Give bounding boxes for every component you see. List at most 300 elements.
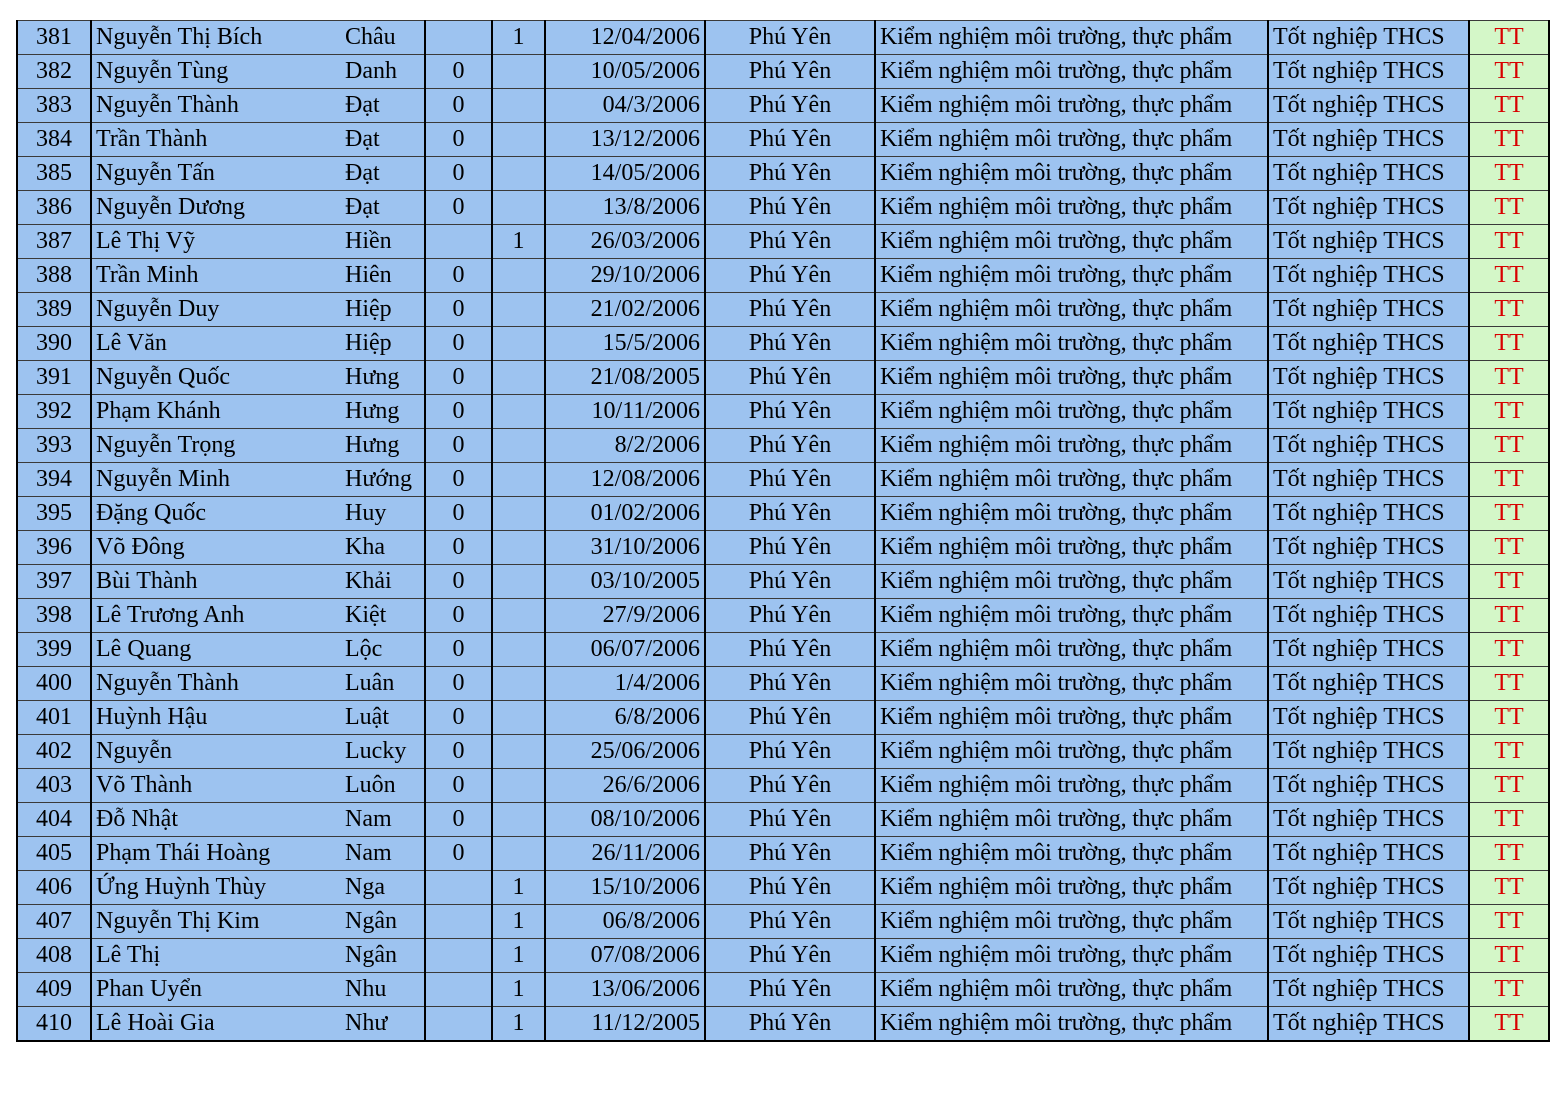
status-cell: TT [1469,463,1549,497]
surname-cell: Nguyễn Dương [91,191,341,225]
major-cell: Kiểm nghiệm môi trường, thực phẩm [875,565,1268,599]
male-cell: 0 [425,123,492,157]
surname-cell: Bùi Thành [91,565,341,599]
male-cell: 0 [425,259,492,293]
given-name-cell: Kha [341,531,425,565]
status-cell: TT [1469,667,1549,701]
female-cell [492,837,545,871]
given-name-cell: Hiên [341,259,425,293]
table-row [17,55,1549,89]
birth-place-cell: Phú Yên [705,973,875,1007]
given-name-cell: Danh [341,55,425,89]
female-cell [492,191,545,225]
given-name-cell: Ngân [341,905,425,939]
table-row [17,429,1549,463]
birth-date-cell: 13/12/2006 [545,123,705,157]
male-cell: 0 [425,157,492,191]
male-cell: 0 [425,361,492,395]
birth-date-cell: 29/10/2006 [545,259,705,293]
surname-cell: Phan Uyển [91,973,341,1007]
birth-date-cell: 14/05/2006 [545,157,705,191]
table-row [17,191,1549,225]
table-row [17,735,1549,769]
surname-cell: Lê Thị [91,939,341,973]
female-cell [492,531,545,565]
female-cell [492,633,545,667]
major-cell: Kiểm nghiệm môi trường, thực phẩm [875,225,1268,259]
major-cell: Kiểm nghiệm môi trường, thực phẩm [875,463,1268,497]
male-cell: 0 [425,667,492,701]
education-level-cell: Tốt nghiệp THCS [1268,395,1469,429]
given-name-cell: Hưng [341,429,425,463]
surname-cell: Lê Trương Anh [91,599,341,633]
status-cell: TT [1469,497,1549,531]
education-level-cell: Tốt nghiệp THCS [1268,735,1469,769]
birth-place-cell: Phú Yên [705,565,875,599]
education-level-cell: Tốt nghiệp THCS [1268,803,1469,837]
table-row [17,667,1549,701]
status-cell: TT [1469,599,1549,633]
female-cell [492,55,545,89]
given-name-cell: Hưng [341,361,425,395]
student-list-table [16,20,1550,1042]
status-cell: TT [1469,871,1549,905]
birth-place-cell: Phú Yên [705,871,875,905]
male-cell: 0 [425,55,492,89]
row-number-cell: 395 [17,497,91,531]
row-number-cell: 410 [17,1007,91,1042]
education-level-cell: Tốt nghiệp THCS [1268,361,1469,395]
female-cell [492,497,545,531]
birth-place-cell: Phú Yên [705,327,875,361]
given-name-cell: Luân [341,667,425,701]
row-number-cell: 387 [17,225,91,259]
table-row [17,1007,1549,1042]
major-cell: Kiểm nghiệm môi trường, thực phẩm [875,89,1268,123]
birth-date-cell: 15/10/2006 [545,871,705,905]
male-cell: 0 [425,395,492,429]
surname-cell: Lê Quang [91,633,341,667]
education-level-cell: Tốt nghiệp THCS [1268,463,1469,497]
birth-date-cell: 26/03/2006 [545,225,705,259]
male-cell: 0 [425,701,492,735]
row-number-cell: 388 [17,259,91,293]
education-level-cell: Tốt nghiệp THCS [1268,55,1469,89]
row-number-cell: 406 [17,871,91,905]
table-row [17,89,1549,123]
education-level-cell: Tốt nghiệp THCS [1268,497,1469,531]
table-row [17,463,1549,497]
male-cell [425,21,492,55]
surname-cell: Lê Hoài Gia [91,1007,341,1042]
given-name-cell: Lucky [341,735,425,769]
given-name-cell: Nga [341,871,425,905]
birth-place-cell: Phú Yên [705,89,875,123]
education-level-cell: Tốt nghiệp THCS [1268,225,1469,259]
table-row [17,701,1549,735]
birth-date-cell: 07/08/2006 [545,939,705,973]
birth-place-cell: Phú Yên [705,157,875,191]
surname-cell: Nguyễn Tấn [91,157,341,191]
major-cell: Kiểm nghiệm môi trường, thực phẩm [875,429,1268,463]
birth-date-cell: 10/11/2006 [545,395,705,429]
birth-date-cell: 26/11/2006 [545,837,705,871]
major-cell: Kiểm nghiệm môi trường, thực phẩm [875,123,1268,157]
table-row [17,157,1549,191]
female-cell [492,395,545,429]
row-number-cell: 384 [17,123,91,157]
birth-place-cell: Phú Yên [705,633,875,667]
row-number-cell: 389 [17,293,91,327]
male-cell [425,905,492,939]
birth-date-cell: 31/10/2006 [545,531,705,565]
female-cell [492,701,545,735]
row-number-cell: 382 [17,55,91,89]
surname-cell: Nguyễn Thị Bích [91,21,341,55]
given-name-cell: Kiệt [341,599,425,633]
male-cell: 0 [425,89,492,123]
status-cell: TT [1469,1007,1549,1042]
row-number-cell: 403 [17,769,91,803]
major-cell: Kiểm nghiệm môi trường, thực phẩm [875,871,1268,905]
row-number-cell: 390 [17,327,91,361]
education-level-cell: Tốt nghiệp THCS [1268,531,1469,565]
given-name-cell: Đạt [341,191,425,225]
surname-cell: Nguyễn Minh [91,463,341,497]
table-row [17,769,1549,803]
birth-place-cell: Phú Yên [705,293,875,327]
row-number-cell: 386 [17,191,91,225]
education-level-cell: Tốt nghiệp THCS [1268,327,1469,361]
female-cell: 1 [492,939,545,973]
surname-cell: Võ Đông [91,531,341,565]
female-cell [492,599,545,633]
male-cell [425,939,492,973]
male-cell: 0 [425,293,492,327]
status-cell: TT [1469,429,1549,463]
birth-date-cell: 21/02/2006 [545,293,705,327]
status-cell: TT [1469,565,1549,599]
male-cell: 0 [425,429,492,463]
major-cell: Kiểm nghiệm môi trường, thực phẩm [875,361,1268,395]
status-cell: TT [1469,259,1549,293]
surname-cell: Nguyễn Trọng [91,429,341,463]
status-cell: TT [1469,973,1549,1007]
row-number-cell: 392 [17,395,91,429]
birth-date-cell: 8/2/2006 [545,429,705,463]
male-cell: 0 [425,497,492,531]
major-cell: Kiểm nghiệm môi trường, thực phẩm [875,259,1268,293]
birth-date-cell: 21/08/2005 [545,361,705,395]
education-level-cell: Tốt nghiệp THCS [1268,1007,1469,1042]
birth-place-cell: Phú Yên [705,939,875,973]
status-cell: TT [1469,803,1549,837]
birth-date-cell: 08/10/2006 [545,803,705,837]
major-cell: Kiểm nghiệm môi trường, thực phẩm [875,1007,1268,1042]
given-name-cell: Đạt [341,157,425,191]
education-level-cell: Tốt nghiệp THCS [1268,21,1469,55]
birth-place-cell: Phú Yên [705,701,875,735]
female-cell [492,463,545,497]
surname-cell: Nguyễn [91,735,341,769]
education-level-cell: Tốt nghiệp THCS [1268,429,1469,463]
status-cell: TT [1469,293,1549,327]
birth-place-cell: Phú Yên [705,259,875,293]
birth-date-cell: 12/04/2006 [545,21,705,55]
birth-date-cell: 26/6/2006 [545,769,705,803]
female-cell [492,803,545,837]
birth-place-cell: Phú Yên [705,225,875,259]
status-cell: TT [1469,701,1549,735]
given-name-cell: Lộc [341,633,425,667]
surname-cell: Đỗ Nhật [91,803,341,837]
birth-date-cell: 06/07/2006 [545,633,705,667]
table-row [17,531,1549,565]
birth-place-cell: Phú Yên [705,905,875,939]
birth-date-cell: 10/05/2006 [545,55,705,89]
birth-place-cell: Phú Yên [705,803,875,837]
birth-date-cell: 15/5/2006 [545,327,705,361]
status-cell: TT [1469,157,1549,191]
table-row [17,395,1549,429]
table-row [17,293,1549,327]
major-cell: Kiểm nghiệm môi trường, thực phẩm [875,191,1268,225]
given-name-cell: Như [341,1007,425,1042]
female-cell [492,89,545,123]
female-cell [492,327,545,361]
birth-date-cell: 12/08/2006 [545,463,705,497]
education-level-cell: Tốt nghiệp THCS [1268,701,1469,735]
status-cell: TT [1469,395,1549,429]
education-level-cell: Tốt nghiệp THCS [1268,769,1469,803]
table-row [17,497,1549,531]
major-cell: Kiểm nghiệm môi trường, thực phẩm [875,769,1268,803]
male-cell: 0 [425,769,492,803]
row-number-cell: 400 [17,667,91,701]
female-cell: 1 [492,21,545,55]
male-cell: 0 [425,531,492,565]
education-level-cell: Tốt nghiệp THCS [1268,973,1469,1007]
birth-date-cell: 13/06/2006 [545,973,705,1007]
status-cell: TT [1469,21,1549,55]
table-row [17,565,1549,599]
surname-cell: Lê Văn [91,327,341,361]
male-cell: 0 [425,599,492,633]
education-level-cell: Tốt nghiệp THCS [1268,667,1469,701]
status-cell: TT [1469,939,1549,973]
male-cell: 0 [425,803,492,837]
status-cell: TT [1469,191,1549,225]
surname-cell: Đặng Quốc [91,497,341,531]
given-name-cell: Nam [341,803,425,837]
education-level-cell: Tốt nghiệp THCS [1268,939,1469,973]
male-cell: 0 [425,327,492,361]
row-number-cell: 383 [17,89,91,123]
given-name-cell: Hiệp [341,327,425,361]
education-level-cell: Tốt nghiệp THCS [1268,633,1469,667]
surname-cell: Trần Thành [91,123,341,157]
given-name-cell: Nhu [341,973,425,1007]
female-cell [492,735,545,769]
table-row [17,361,1549,395]
female-cell: 1 [492,973,545,1007]
given-name-cell: Nam [341,837,425,871]
given-name-cell: Đạt [341,123,425,157]
female-cell [492,667,545,701]
education-level-cell: Tốt nghiệp THCS [1268,259,1469,293]
birth-place-cell: Phú Yên [705,361,875,395]
table-row [17,327,1549,361]
table-row [17,123,1549,157]
birth-date-cell: 01/02/2006 [545,497,705,531]
row-number-cell: 396 [17,531,91,565]
given-name-cell: Đạt [341,89,425,123]
education-level-cell: Tốt nghiệp THCS [1268,905,1469,939]
given-name-cell: Luật [341,701,425,735]
male-cell [425,225,492,259]
row-number-cell: 404 [17,803,91,837]
major-cell: Kiểm nghiệm môi trường, thực phẩm [875,55,1268,89]
row-number-cell: 381 [17,21,91,55]
birth-place-cell: Phú Yên [705,21,875,55]
male-cell: 0 [425,565,492,599]
female-cell: 1 [492,1007,545,1042]
birth-place-cell: Phú Yên [705,429,875,463]
major-cell: Kiểm nghiệm môi trường, thực phẩm [875,395,1268,429]
education-level-cell: Tốt nghiệp THCS [1268,293,1469,327]
given-name-cell: Hướng [341,463,425,497]
table-row [17,21,1549,55]
row-number-cell: 402 [17,735,91,769]
education-level-cell: Tốt nghiệp THCS [1268,837,1469,871]
birth-place-cell: Phú Yên [705,497,875,531]
major-cell: Kiểm nghiệm môi trường, thực phẩm [875,973,1268,1007]
given-name-cell: Châu [341,21,425,55]
row-number-cell: 394 [17,463,91,497]
table-row [17,871,1549,905]
major-cell: Kiểm nghiệm môi trường, thực phẩm [875,599,1268,633]
status-cell: TT [1469,123,1549,157]
female-cell [492,361,545,395]
birth-place-cell: Phú Yên [705,599,875,633]
table-row [17,259,1549,293]
surname-cell: Trần Minh [91,259,341,293]
birth-place-cell: Phú Yên [705,837,875,871]
female-cell [492,429,545,463]
birth-date-cell: 04/3/2006 [545,89,705,123]
birth-place-cell: Phú Yên [705,531,875,565]
surname-cell: Nguyễn Duy [91,293,341,327]
row-number-cell: 408 [17,939,91,973]
given-name-cell: Hiệp [341,293,425,327]
female-cell: 1 [492,905,545,939]
education-level-cell: Tốt nghiệp THCS [1268,191,1469,225]
status-cell: TT [1469,769,1549,803]
male-cell [425,871,492,905]
table-body [17,21,1549,1042]
row-number-cell: 405 [17,837,91,871]
male-cell [425,1007,492,1042]
major-cell: Kiểm nghiệm môi trường, thực phẩm [875,531,1268,565]
major-cell: Kiểm nghiệm môi trường, thực phẩm [875,293,1268,327]
birth-place-cell: Phú Yên [705,191,875,225]
female-cell [492,157,545,191]
birth-date-cell: 06/8/2006 [545,905,705,939]
female-cell [492,259,545,293]
table-row [17,939,1549,973]
birth-date-cell: 27/9/2006 [545,599,705,633]
major-cell: Kiểm nghiệm môi trường, thực phẩm [875,837,1268,871]
major-cell: Kiểm nghiệm môi trường, thực phẩm [875,701,1268,735]
education-level-cell: Tốt nghiệp THCS [1268,89,1469,123]
status-cell: TT [1469,327,1549,361]
row-number-cell: 401 [17,701,91,735]
row-number-cell: 407 [17,905,91,939]
female-cell: 1 [492,871,545,905]
birth-place-cell: Phú Yên [705,123,875,157]
major-cell: Kiểm nghiệm môi trường, thực phẩm [875,633,1268,667]
education-level-cell: Tốt nghiệp THCS [1268,123,1469,157]
major-cell: Kiểm nghiệm môi trường, thực phẩm [875,497,1268,531]
male-cell: 0 [425,633,492,667]
female-cell [492,293,545,327]
given-name-cell: Khải [341,565,425,599]
male-cell: 0 [425,463,492,497]
birth-date-cell: 25/06/2006 [545,735,705,769]
major-cell: Kiểm nghiệm môi trường, thực phẩm [875,735,1268,769]
surname-cell: Huỳnh Hậu [91,701,341,735]
birth-place-cell: Phú Yên [705,667,875,701]
male-cell: 0 [425,191,492,225]
female-cell [492,123,545,157]
row-number-cell: 385 [17,157,91,191]
female-cell [492,565,545,599]
birth-place-cell: Phú Yên [705,395,875,429]
table-row [17,599,1549,633]
status-cell: TT [1469,837,1549,871]
major-cell: Kiểm nghiệm môi trường, thực phẩm [875,667,1268,701]
birth-date-cell: 13/8/2006 [545,191,705,225]
surname-cell: Nguyễn Thành [91,667,341,701]
table-row [17,225,1549,259]
major-cell: Kiểm nghiệm môi trường, thực phẩm [875,21,1268,55]
status-cell: TT [1469,735,1549,769]
table-row [17,973,1549,1007]
major-cell: Kiểm nghiệm môi trường, thực phẩm [875,157,1268,191]
row-number-cell: 399 [17,633,91,667]
education-level-cell: Tốt nghiệp THCS [1268,157,1469,191]
status-cell: TT [1469,531,1549,565]
birth-place-cell: Phú Yên [705,463,875,497]
education-level-cell: Tốt nghiệp THCS [1268,599,1469,633]
table-row [17,803,1549,837]
surname-cell: Ứng Huỳnh Thùy [91,871,341,905]
major-cell: Kiểm nghiệm môi trường, thực phẩm [875,327,1268,361]
table-row [17,633,1549,667]
given-name-cell: Ngân [341,939,425,973]
status-cell: TT [1469,89,1549,123]
given-name-cell: Huy [341,497,425,531]
birth-place-cell: Phú Yên [705,1007,875,1042]
surname-cell: Nguyễn Quốc [91,361,341,395]
male-cell: 0 [425,735,492,769]
surname-cell: Võ Thành [91,769,341,803]
surname-cell: Phạm Thái Hoàng [91,837,341,871]
surname-cell: Phạm Khánh [91,395,341,429]
status-cell: TT [1469,633,1549,667]
male-cell [425,973,492,1007]
birth-date-cell: 6/8/2006 [545,701,705,735]
